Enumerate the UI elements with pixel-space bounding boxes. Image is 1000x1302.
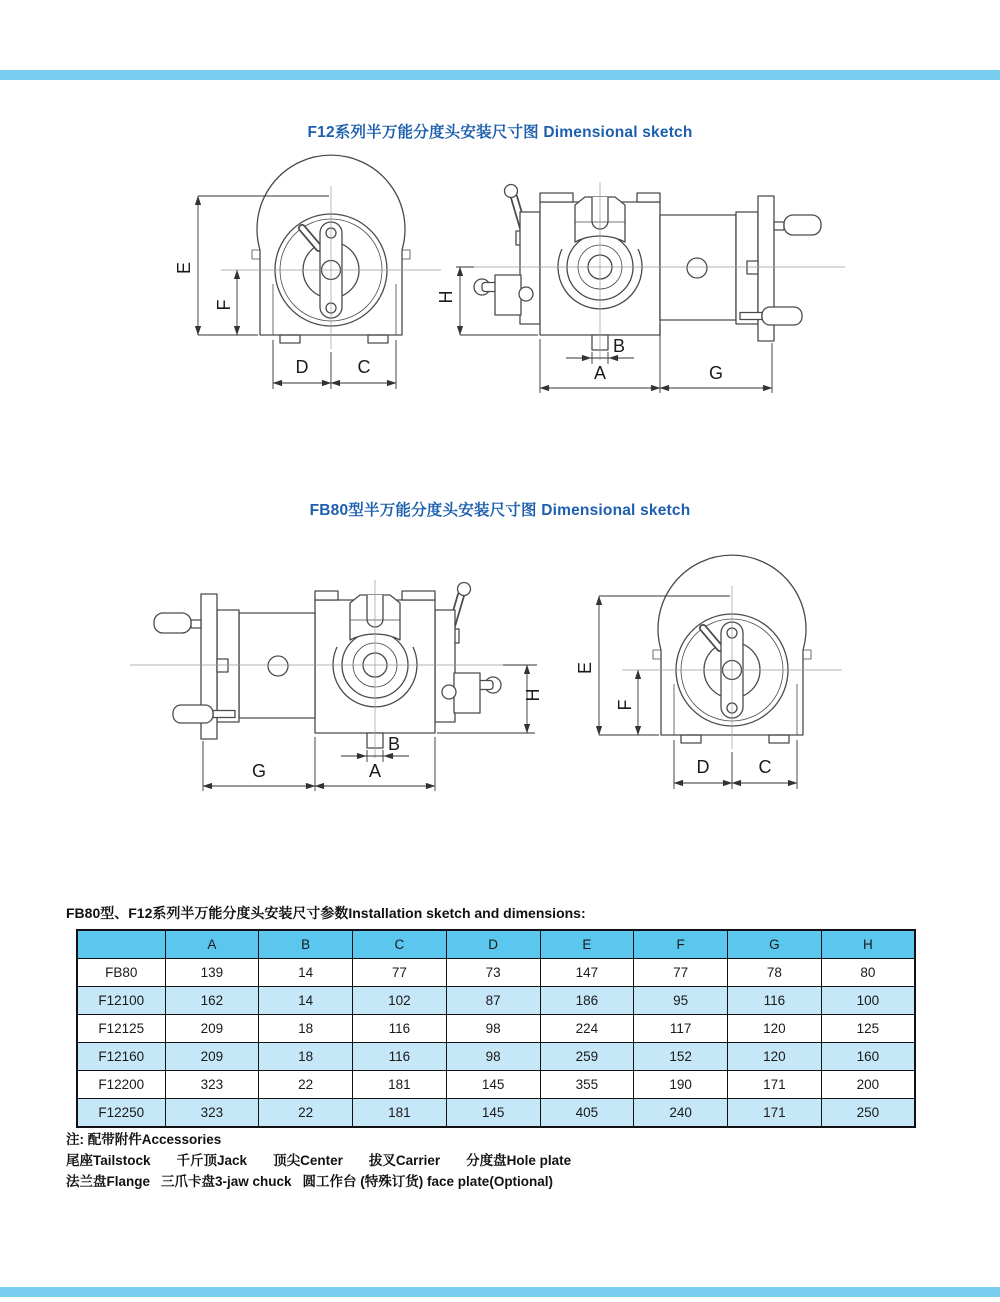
table-cell: 145 (446, 1099, 540, 1128)
model-cell: F12125 (77, 1015, 165, 1043)
table-cell: 323 (165, 1071, 259, 1099)
column-header-C: C (353, 930, 447, 959)
table-cell: 240 (634, 1099, 728, 1128)
dim-label-A: A (593, 363, 607, 383)
table-cell: 18 (259, 1043, 353, 1071)
table-cell: 98 (446, 1015, 540, 1043)
table-cell: 125 (821, 1015, 915, 1043)
table-cell: 181 (353, 1099, 447, 1128)
note-text: 注: 配带附件Accessories (66, 1132, 222, 1147)
model-cell: F12160 (77, 1043, 165, 1071)
dim-label-H: H (436, 290, 456, 304)
note-item-tailstock: 尾座Tailstock (66, 1153, 151, 1168)
table-cell: 18 (259, 1015, 353, 1043)
table-row-f12100 (77, 987, 915, 1015)
table-cell: 22 (259, 1071, 353, 1099)
dim-label-G: G (708, 363, 724, 383)
table-cell: 77 (634, 959, 728, 987)
table-row-f12160 (77, 1043, 915, 1071)
table-cell: 116 (353, 1043, 447, 1071)
table-cell: 80 (821, 959, 915, 987)
table-caption: FB80型、F12系列半万能分度头安装尺寸参数Installation sketch and dimensions: (66, 905, 586, 921)
note-item-3jaw-chuck: 三爪卡盘3-jaw chuck (161, 1174, 292, 1189)
table-cell: 100 (821, 987, 915, 1015)
note-item-carrier: 拔叉Carrier (368, 1153, 441, 1168)
table-cell: 250 (821, 1099, 915, 1128)
table-cell: 171 (728, 1099, 822, 1128)
table-cell: 14 (259, 959, 353, 987)
table-cell: 78 (728, 959, 822, 987)
note-item-face-plate: 圆工作台 (特殊订货) face plate(Optional) (302, 1174, 554, 1189)
note-item-flange: 法兰盘Flange (66, 1174, 151, 1189)
table-cell: 116 (353, 1015, 447, 1043)
column-header-D: D (446, 930, 540, 959)
table-cell: 120 (728, 1015, 822, 1043)
table-cell: 116 (728, 987, 822, 1015)
table-cell: 162 (165, 987, 259, 1015)
table-cell: 186 (540, 987, 634, 1015)
table-cell: 98 (446, 1043, 540, 1071)
table-cell: 87 (446, 987, 540, 1015)
f12-side-view (436, 182, 845, 393)
table-cell: 147 (540, 959, 634, 987)
table-cell: 209 (165, 1043, 259, 1071)
model-cell: F12200 (77, 1071, 165, 1099)
dim-label-B: B (613, 336, 626, 356)
technical-drawings: C H B A G H B A G (0, 0, 1000, 1302)
f12-front-view (174, 155, 441, 389)
table-cell: 181 (353, 1071, 447, 1099)
table-cell: 200 (821, 1071, 915, 1099)
accessories-note-row1 (66, 1149, 571, 1169)
note-item-jack: 千斤顶Jack (176, 1153, 248, 1168)
column-header-H: H (821, 930, 915, 959)
note-item-center: 顶尖Center (273, 1153, 343, 1168)
table-cell: 22 (259, 1099, 353, 1128)
table-cell: 405 (540, 1099, 634, 1128)
dim-label-A: A (368, 761, 382, 781)
dimensions-table (76, 929, 916, 1128)
column-header-A: A (165, 930, 259, 959)
table-row-fb80 (77, 959, 915, 987)
table-cell: 77 (353, 959, 447, 987)
column-header-G: G (728, 930, 822, 959)
fb80-side-view (130, 580, 543, 791)
table-cell: 117 (634, 1015, 728, 1043)
bottom-accent-bar (0, 1287, 1000, 1297)
column-header-B: B (259, 930, 353, 959)
table-cell: 224 (540, 1015, 634, 1043)
table-cell: 145 (446, 1071, 540, 1099)
section2-title: FB80型半万能分度头安装尺寸图 Dimensional sketch (309, 502, 691, 519)
table-cell: 259 (540, 1043, 634, 1071)
accessories-note-title (66, 1128, 221, 1148)
table-cell: 139 (165, 959, 259, 987)
table-row-f12125 (77, 1015, 915, 1043)
table-cell: 120 (728, 1043, 822, 1071)
table-header-row (77, 930, 915, 959)
table-cell: 160 (821, 1043, 915, 1071)
table-cell: 323 (165, 1099, 259, 1128)
dim-label-B: B (388, 734, 401, 754)
dim-label-G: G (251, 761, 267, 781)
section1-title: F12系列半万能分度头安装尺寸图 Dimensional sketch (307, 124, 693, 141)
table-cell: 209 (165, 1015, 259, 1043)
table-cell: 355 (540, 1071, 634, 1099)
table-corner-cell (77, 930, 165, 959)
table-cell: 171 (728, 1071, 822, 1099)
note-item-hole-plate: 分度盘Hole plate (466, 1153, 572, 1168)
table-cell: 102 (353, 987, 447, 1015)
column-header-F: F (634, 930, 728, 959)
model-cell: FB80 (77, 959, 165, 987)
fb80-front-view (575, 555, 842, 789)
model-cell: F12100 (77, 987, 165, 1015)
column-header-E: E (540, 930, 634, 959)
table-row-f12250 (77, 1099, 915, 1128)
table-cell: 14 (259, 987, 353, 1015)
table-cell: 190 (634, 1071, 728, 1099)
table-cell: 73 (446, 959, 540, 987)
accessories-note-row2 (66, 1170, 553, 1190)
model-cell: F12250 (77, 1099, 165, 1128)
dim-label-H: H (523, 688, 543, 702)
table-row-f12200 (77, 1071, 915, 1099)
table-cell: 152 (634, 1043, 728, 1071)
table-cell: 95 (634, 987, 728, 1015)
